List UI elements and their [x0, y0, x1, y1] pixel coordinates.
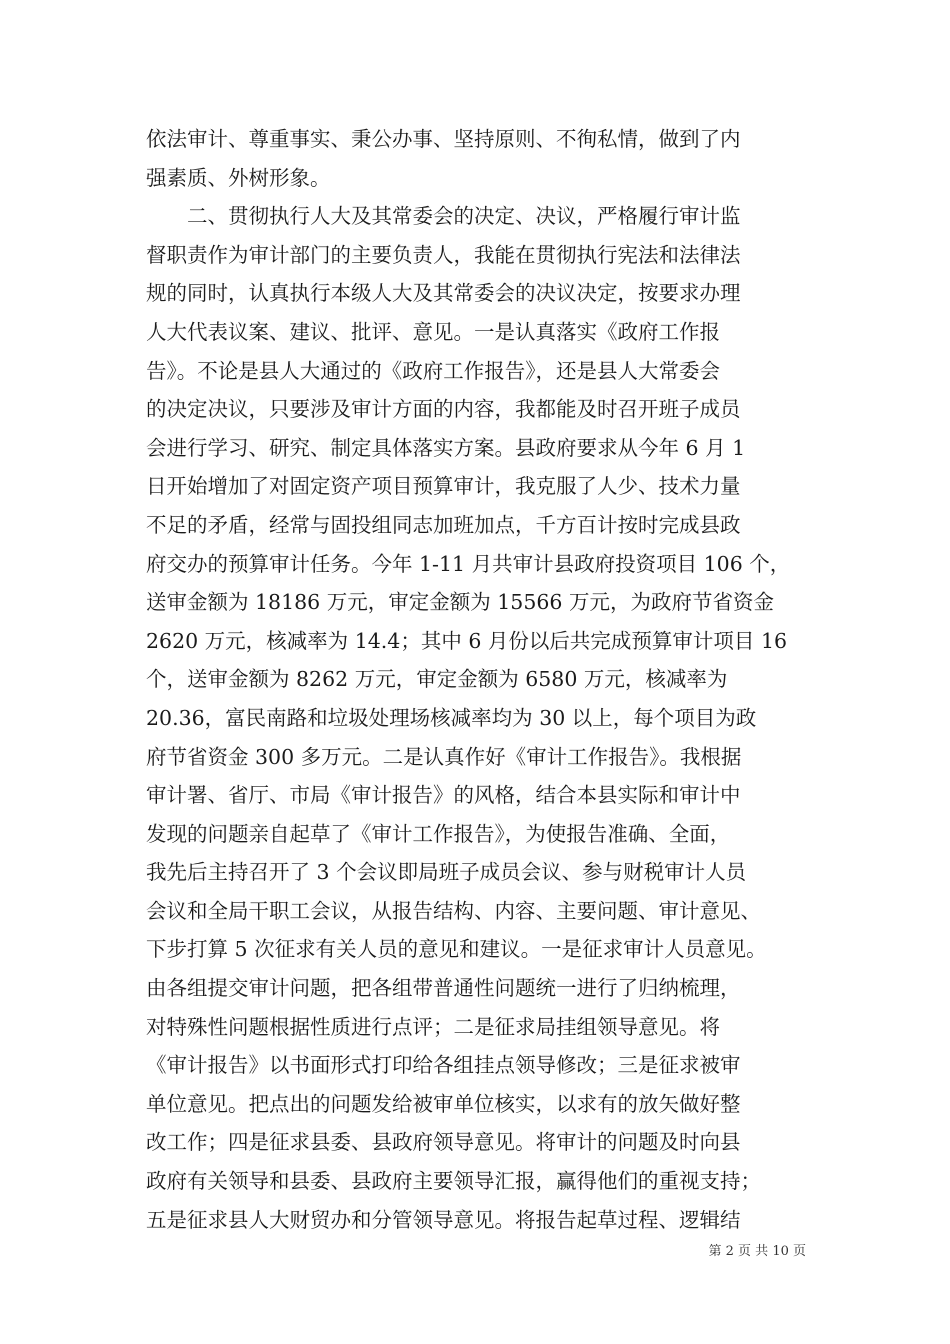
text-line: 对特殊性问题根据性质进行点评；二是征求局挂组领导意见。将: [146, 1014, 720, 1039]
body-text: [146, 120, 806, 1239]
text-line: 告》。不论是县人大通过的《政府工作报告》，还是县人大常委会: [146, 358, 720, 383]
text-line: 五是征求县人大财贸办和分管领导意见。将报告起草过程、逻辑结: [146, 1207, 741, 1232]
text-line: 督职责作为审计部门的主要负责人，我能在贯彻执行宪法和法律法: [146, 242, 741, 267]
text-line: 依法审计、尊重事实、秉公办事、坚持原则、不徇私情，做到了内: [146, 127, 741, 151]
text-line: 审计署、省厅、市局《审计报告》的风格，结合本县实际和审计中: [146, 783, 741, 808]
text-line: 人大代表议案、建议、批评、意见。一是认真落实《政府工作报: [146, 319, 720, 344]
text-line: 规的同时，认真执行本级人大及其常委会的决议决定，按要求办理: [146, 281, 741, 306]
text-line: 改工作；四是征求县委、县政府领导意见。将审计的问题及时向县: [146, 1130, 741, 1155]
text-line: 二、贯彻执行人大及其常委会的决定、决议，严格履行审计监: [146, 204, 741, 229]
text-line: 由各组提交审计问题，把各组带普通性问题统一进行了归纳梳理，: [146, 976, 741, 1001]
page-footer: 第 2 页 共 10 页: [708, 1244, 806, 1259]
text-line: 个，送审金额为 8262 万元，审定金额为 6580 万元，核减率为: [146, 667, 728, 692]
text-line: 《审计报告》以书面形式打印给各组挂点领导修改；三是征求被审: [146, 1053, 741, 1078]
text-line: 强素质、外树形象。: [146, 165, 331, 190]
text-line: 不足的矛盾，经常与固投组同志加班加点，千方百计按时完成县政: [146, 512, 741, 537]
text-line: 我先后主持召开了 3 个会议即局班子成员会议、参与财税审计人员: [146, 860, 747, 885]
text-line: 政府有关领导和县委、县政府主要领导汇报，赢得他们的重视支持；: [146, 1169, 761, 1194]
text-line: 的决定决议，只要涉及审计方面的内容，我都能及时召开班子成员: [146, 397, 741, 422]
text-line: 会进行学习、研究、制定具体落实方案。县政府要求从今年 6 月 1: [146, 435, 746, 460]
text-line: 送审金额为 18186 万元，审定金额为 15566 万元，为政府节省资金: [146, 590, 774, 615]
text-line: 发现的问题亲自起草了《审计工作报告》，为使报告准确、全面，: [146, 821, 731, 846]
text-line: 2620 万元，核减率为 14.4；其中 6 月份以后共完成预算审计项目 16: [146, 628, 788, 653]
text-line: 下步打算 5 次征求有关人员的意见和建议。一是征求审计人员意见。: [146, 937, 767, 962]
text-line: 日开始增加了对固定资产项目预算审计，我克服了人少、技术力量: [146, 474, 741, 499]
text-line: 府交办的预算审计任务。今年 1-11 月共审计县政府投资项目 106 个，: [146, 551, 791, 576]
text-line: 府节省资金 300 多万元。二是认真作好《审计工作报告》。我根据: [146, 744, 742, 769]
text-line: 单位意见。把点出的问题发给被审单位核实，以求有的放矢做好整: [146, 1091, 741, 1116]
text-line: 会议和全局干职工会议，从报告结构、内容、主要问题、审计意见、: [146, 898, 761, 923]
text-line: 20.36，富民南路和垃圾处理场核减率均为 30 以上，每个项目为政: [146, 705, 757, 730]
